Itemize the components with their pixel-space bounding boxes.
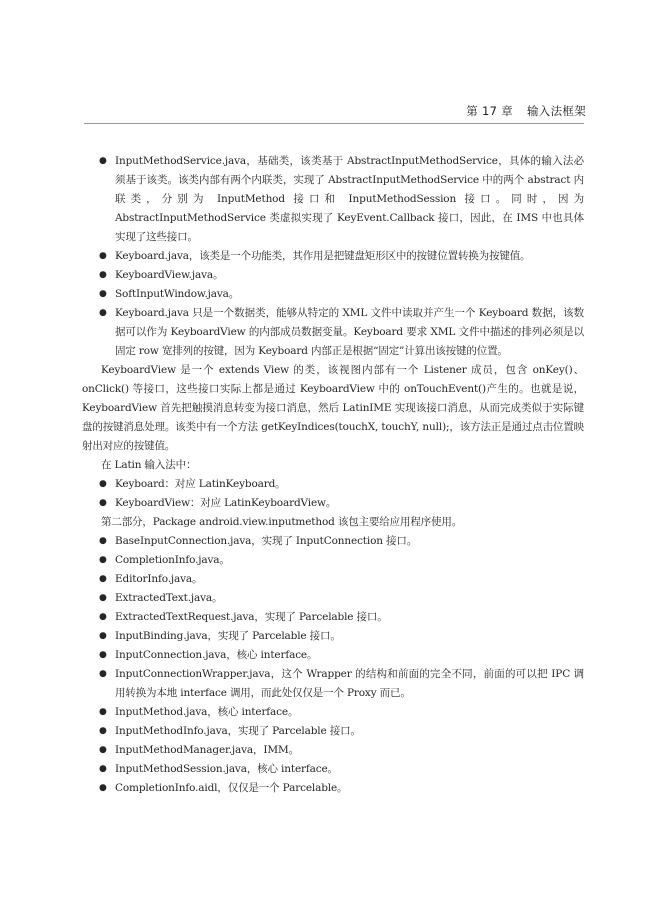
bullet-icon: ● [99, 726, 107, 736]
list-item-text: InputBinding.java，实现了 Parcelable 接口。 [115, 630, 341, 642]
list-item [82, 247, 584, 266]
bullet-icon: ● [99, 156, 107, 166]
list-item-text: InputConnection.java，核心 interface。 [115, 649, 318, 661]
list-item [82, 741, 584, 760]
chapter-number: 第 17 章 [466, 104, 514, 118]
bullet-icon: ● [99, 270, 107, 280]
list-item-text: InputMethodInfo.java，实现了 Parcelable 接口。 [115, 725, 361, 737]
list-item-text: Keyboard.java，该类是一个功能类，其作用是把键盘矩形区中的按键位置转换为按键值。 [115, 250, 531, 262]
bullet-icon: ● [99, 707, 107, 717]
bullet-icon: ● [99, 764, 107, 774]
list-item-text: InputMethodManager.java，IMM。 [115, 744, 299, 756]
list-item-text: ExtractedText.java。 [115, 592, 223, 604]
page-header [466, 103, 586, 119]
bullet-icon: ● [99, 574, 107, 584]
header-divider [84, 123, 584, 124]
keyboardview-paragraph: KeyboardView 是一个 extends View 的类，该视图内部有一个 Listener 成员，包含 onKey()、onClick() 等接口，这些接口实际上都是通过 KeyboardView 中的 onTouchEvent()产生的。也就是说，KeyboardView 首先把触摸消息转变为接口消息，然后 LatinIME 实现该接口消息，从而完成类似于实际键盘的按键消息处理。该类中有一个方法 getKeyIndices(touchX, touchY, null);，该方法正是通过点击位置映射出对应的按键值。 [82, 364, 584, 452]
list-item-text: CompletionInfo.java。 [115, 554, 230, 566]
list-item [82, 266, 584, 285]
list-item [82, 551, 584, 570]
list-item-text: KeyboardView.java。 [115, 269, 224, 281]
bullet-icon: ● [99, 783, 107, 793]
list-item [82, 494, 584, 513]
list-item [82, 532, 584, 551]
list-item-text: InputConnectionWrapper.java，这个 Wrapper 的结构和前面的完全不同，前面的可以把 IPC 调用转换为本地 interface 调用，而此处仅仅是一个 Proxy 而已。 [115, 668, 584, 699]
list-item-text: EditorInfo.java。 [115, 573, 203, 585]
list-item [82, 152, 584, 247]
list-item-text: ExtractedTextRequest.java，实现了 Parcelable 接口。 [115, 611, 388, 623]
bullet-icon: ● [99, 555, 107, 565]
bullet-icon: ● [99, 479, 107, 489]
list-item-text: CompletionInfo.aidl，仅仅是一个 Parcelable。 [115, 782, 348, 794]
part2-intro: 第二部分，Package android.view.inputmethod 该包主要给应用程序使用。 [101, 516, 463, 528]
bullet-icon: ● [99, 650, 107, 660]
list-item-text: SoftInputWindow.java。 [115, 288, 240, 300]
list-item [82, 589, 584, 608]
list-item-text: InputMethodService.java，基础类，该类基于 AbstractInputMethodService，具体的输入法必须基于该类。该类内部有两个内联类，实现了 AbstractInputMethodService 中的两个 abstract 内联类，分别为 InputMethod 接口和 InputMethodSession 接口。同时，因为 AbstractInputMethodService 类虚拟实现了 KeyEvent.Callback 接口，因此，在 IMS 中也具体实现了这些接口。 [115, 155, 584, 243]
list-item [82, 646, 584, 665]
bullet-icon: ● [99, 308, 107, 318]
bullet-icon: ● [99, 289, 107, 299]
list-item-text: InputMethod.java，核心 interface。 [115, 706, 299, 718]
class-list-part1 [82, 152, 584, 361]
chapter-title: 输入法框架 [527, 104, 586, 118]
list-item [82, 703, 584, 722]
list-item-text: Keyboard：对应 LatinKeyboard。 [115, 478, 286, 490]
list-item [82, 665, 584, 703]
list-item [82, 285, 584, 304]
list-item-text: BaseInputConnection.java，实现了 InputConnection 接口。 [115, 535, 418, 547]
list-item [82, 627, 584, 646]
bullet-icon: ● [99, 498, 107, 508]
list-item [82, 779, 584, 798]
class-list-part2 [82, 532, 584, 798]
bullet-icon: ● [99, 669, 107, 679]
bullet-icon: ● [99, 612, 107, 622]
list-item-text: KeyboardView：对应 LatinKeyboardView。 [115, 497, 337, 509]
bullet-icon: ● [99, 631, 107, 641]
list-item-text: Keyboard.java 只是一个数据类，能够从特定的 XML 文件中读取并产生一个 Keyboard 数据，该数据可以作为 KeyboardView 的内部成员数据变量。Keyboard 要求 XML 文件中描述的排列必须是以固定 row 宽排列的按键，因为 Keyboard 内部正是根据“固定”计算出该按键的位置。 [115, 307, 584, 357]
bullet-icon: ● [99, 593, 107, 603]
bullet-icon: ● [99, 251, 107, 261]
bullet-icon: ● [99, 745, 107, 755]
list-item-text: InputMethodSession.java，核心 interface。 [115, 763, 338, 775]
list-item [82, 722, 584, 741]
latin-list [82, 475, 584, 513]
list-item [82, 570, 584, 589]
page-body [82, 152, 584, 798]
list-item [82, 304, 584, 361]
latin-intro: 在 Latin 输入法中： [101, 459, 197, 471]
list-item [82, 475, 584, 494]
list-item [82, 608, 584, 627]
bullet-icon: ● [99, 536, 107, 546]
list-item [82, 760, 584, 779]
